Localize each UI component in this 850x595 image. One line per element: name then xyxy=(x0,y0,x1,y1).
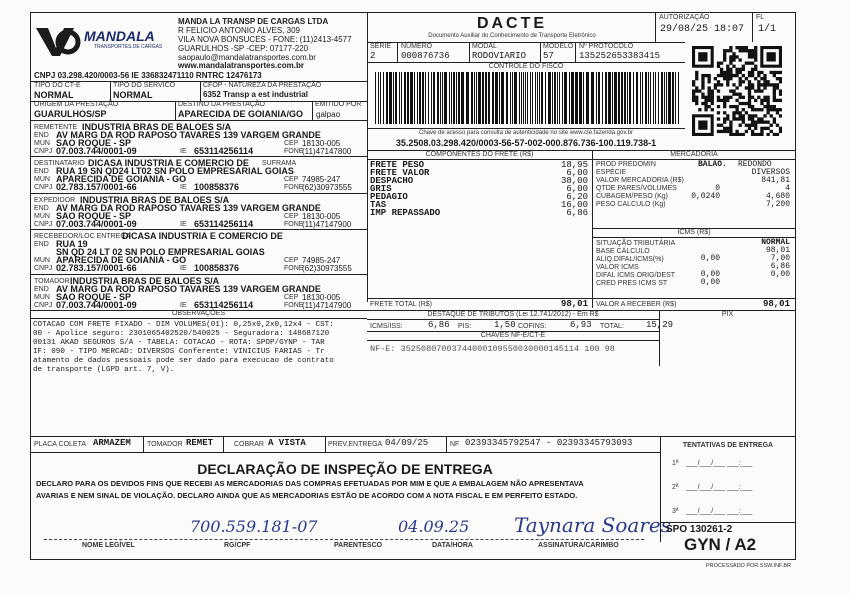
destinatario-end: RUA 19 SN QD24 LT02 SN POLO EMPRESARIAL GOIAS xyxy=(56,166,294,176)
end-label: END xyxy=(34,241,49,248)
remetente-mun: SAO ROQUE - SP xyxy=(56,138,132,148)
observacao-line: IF: 090 - TIPO MERCAD: DIVERSOS Conferente: VINICIUS FARIAS - Tr xyxy=(33,348,325,356)
cobrar-value: A VISTA xyxy=(268,438,306,448)
destinatario-cnpj: 02.783.157/0001-66 xyxy=(56,182,137,192)
tomador-cep: 18130-005 xyxy=(302,293,341,302)
tentativa-1: 1ª xyxy=(672,460,679,467)
expedidor-mun: SAO ROQUE - SP xyxy=(56,211,132,221)
peso-calculo-value: 7,200 xyxy=(765,200,790,209)
mun-label: MUN xyxy=(34,213,50,220)
modal-value: RODOVIARIO xyxy=(472,51,527,61)
componente-value: 16,00 xyxy=(560,200,588,210)
tomador-label: TOMADOR xyxy=(34,278,70,285)
icms-iss-label: ICMS/ISS: xyxy=(370,323,403,330)
prev-entrega-value: 04/09/25 xyxy=(385,438,429,448)
qtde-pares-value: 0 xyxy=(715,184,720,193)
remetente-name: INDUSTRIA BRAS DE BALOES S/A xyxy=(82,122,232,132)
observacoes-label: OBSERVAÇÕES xyxy=(171,310,226,317)
destinatario-cep: 74985-247 xyxy=(302,175,341,184)
barcode xyxy=(375,72,681,124)
emitido-value: galpao xyxy=(316,110,341,119)
tributos-label: DESTAQUE DE TRIBUTOS (Lei 12.741/2012) - Em R$ xyxy=(427,311,599,318)
cnpj-label: CNPJ xyxy=(34,265,53,272)
componentes-label: COMPONENTES DO FRETE (R$) xyxy=(425,151,534,158)
numero-label: NÚMERO xyxy=(401,43,433,50)
destino-value: APARECIDA DE GOIANIA/GO xyxy=(178,109,304,119)
componente-name: PEDAGIO xyxy=(370,192,408,202)
cfop-label: CFOP - NATUREZA DA PRESTAÇÃO xyxy=(203,82,322,89)
situacao-label: SITUAÇÃO TRIBUTÁRIA xyxy=(596,240,676,247)
mun-label: MUN xyxy=(34,140,50,147)
tentativa-3: 3ª xyxy=(672,508,679,515)
origem-label: ORIGEM DA PRESTAÇÃO xyxy=(34,101,119,108)
cnpj-label: CNPJ xyxy=(34,302,53,309)
destinatario-fone: (62)30973555 xyxy=(302,183,352,192)
placa-value: ARMAZEM xyxy=(93,438,131,448)
cep-label: CEP xyxy=(284,176,299,183)
cfop-value: 6352 Transp a est industrial xyxy=(203,90,308,99)
recebedor-cep: 74985-247 xyxy=(302,256,341,265)
especie-value: DIVERSOS xyxy=(751,168,790,177)
cred-value: 0,00 xyxy=(700,278,720,287)
difal-dest-value: 0,00 xyxy=(770,270,790,279)
serie-label: SÉRIE xyxy=(370,43,392,50)
aliq-icms-value: 7,00 xyxy=(770,254,790,263)
peso-value: 4,680 xyxy=(765,192,790,201)
nf-label: NF xyxy=(450,441,460,448)
protocolo-label: Nº PROTOCOLO xyxy=(579,43,634,50)
company-cnpj: CNPJ 03.298.420/0003-56 IE 336832471110 RNTRC 12476173 xyxy=(34,71,262,80)
remetente-fone: (11)47147800 xyxy=(302,147,352,156)
fone-label: FONE xyxy=(284,265,304,272)
company-name: MANDA LA TRANSP DE CARGAS LTDA xyxy=(178,17,329,26)
tipo-cte-value: NORMAL xyxy=(34,90,74,100)
nome-legivel-label: NOME LEGÍVEL xyxy=(82,542,135,549)
observacao-line: COTACAO COM FRETE FIXADO - DIM VOLUMES(01): 0,25x0,2x0,12x4 - CST: xyxy=(33,321,334,329)
gyn-code: GYN / A2 xyxy=(684,535,757,554)
valor-icms-label: VALOR ICMS xyxy=(596,264,639,271)
mun-label: MUN xyxy=(34,257,50,264)
company-email: saopaulo@mandalatransportes.com.br xyxy=(178,53,316,62)
cnpj-label: CNPJ xyxy=(34,184,53,191)
componente-row xyxy=(370,209,588,217)
remetente-block xyxy=(30,120,367,156)
expedidor-name: INDUSTRIA BRAS DE BALOES S/A xyxy=(80,195,230,205)
handwritten-rg: 700.559.181-07 xyxy=(190,517,318,536)
prev-entrega-label: PREV.ENTREGA xyxy=(328,441,383,448)
observacao-line: atamento de dados pessoais pode ser dado para execucao de contrato xyxy=(33,357,334,365)
rg-cpf-label: RG/CPF xyxy=(224,542,251,549)
componente-name: FRETE VALOR xyxy=(370,168,430,178)
origem-value: GUARULHOS/SP xyxy=(34,109,107,119)
cred-label: CRED PRES ICMS ST xyxy=(596,280,668,287)
destinatario-block xyxy=(30,156,367,193)
ie-label: IE xyxy=(180,148,187,155)
company-address-3: GUARULHOS -SP -CEP: 07177-220 xyxy=(178,44,309,53)
fone-label: FONE xyxy=(284,184,304,191)
end-label: END xyxy=(34,168,49,175)
cofins-label: COFINS: xyxy=(518,323,547,330)
chave-label: Chave de acesso para consulta de autenticidade no site www.cte.fazenda.gov.br xyxy=(418,130,634,136)
handwritten-date: 04.09.25 xyxy=(398,517,470,536)
chave-value: 35.2508.03.298.420/0003-56-57-002-000.876.736-100.119.738-1 xyxy=(395,138,657,148)
autorizacao-label: AUTORIZAÇÃO xyxy=(659,14,710,21)
observacao-line: 00 - Apolice seguro: 2301065402520/540025 - Seguradora: 148687120 xyxy=(33,330,330,338)
modal-label: MODAL xyxy=(472,43,497,50)
total-value: 15,29 xyxy=(646,320,674,330)
valor-mercadoria-label: VALOR MERCADORIA (R$) xyxy=(596,177,684,184)
cnpj-label: CNPJ xyxy=(34,148,53,155)
destinatario-label: DESTINATARIO xyxy=(34,160,85,167)
componente-row xyxy=(370,193,588,201)
tipo-cte-label: TIPO DO CT-E xyxy=(34,82,81,89)
componente-value: 18,95 xyxy=(560,160,588,170)
recebedor-ie: 100858376 xyxy=(194,263,240,273)
expedidor-block xyxy=(30,193,367,229)
situacao-value: NORMAL xyxy=(761,238,790,247)
componente-value: 38,00 xyxy=(560,176,588,186)
tentativa-1-blank: ___/___/___ ___:___ xyxy=(686,460,753,467)
spo-code: SPO 130261-2 xyxy=(666,524,733,535)
componente-value: 6,20 xyxy=(566,192,588,202)
tomador-mun: SAO ROQUE - SP xyxy=(56,292,132,302)
remetente-ie: 653114256114 xyxy=(194,146,254,156)
remetente-cnpj: 07.003.744/0001-09 xyxy=(56,146,137,156)
controle-fisco-label: CONTROLE DO FISCO xyxy=(488,63,564,70)
nf-value: 02393345792547 - 02393345793093 xyxy=(465,438,633,448)
expedidor-fone: (11)47147900 xyxy=(302,220,352,229)
protocolo-value: 135252653383415 xyxy=(579,51,661,61)
cep-label: CEP xyxy=(284,257,299,264)
total-label: TOTAL: xyxy=(600,323,624,330)
difal-orig-value: 0,00 xyxy=(700,270,720,279)
ie-label: IE xyxy=(180,302,187,309)
tomador-block xyxy=(30,274,367,310)
tomador-cnpj: 07.003.744/0001-09 xyxy=(56,300,137,310)
recebedor-fone: (62)30973555 xyxy=(302,264,352,273)
frete-total-label: FRETE TOTAL (R$) xyxy=(370,301,432,308)
recebedor-end1: RUA 19 xyxy=(56,239,88,249)
destinatario-ie: 100858376 xyxy=(194,182,240,192)
base-label: BASE CÁLCULO xyxy=(596,248,650,255)
declaracao-line-2: AVARIAS E NEM SINAL DE VIOLAÇÃO. DECLARO AINDA QUE AS MERCADORIAS ESTÃO DE ACORDO COM A NOTA FISCAL E EM PERFEITO ESTADO. xyxy=(36,491,578,500)
expedidor-ie: 653114256114 xyxy=(194,219,254,229)
placa-label: PLACA COLETA xyxy=(34,441,87,448)
autorizacao-value: 29/08/25 18:07 xyxy=(660,24,745,35)
recebedor-cnpj: 02.783.157/0001-66 xyxy=(56,263,137,273)
qr-code xyxy=(692,46,782,136)
end-label: END xyxy=(34,132,49,139)
recebedor-name: DICASA INDUSTRIA E COMERCIO DE xyxy=(122,231,283,241)
cep-label: CEP xyxy=(284,140,299,147)
tomador-name: INDUSTRIA BRAS DE BALOES S/A xyxy=(70,276,220,286)
ie-label: IE xyxy=(180,221,187,228)
valor-icms-value: 6,86 xyxy=(770,262,790,271)
qtde-volumes-value: 4 xyxy=(785,184,790,193)
fl-label: FL xyxy=(756,14,765,21)
aliq-label: ALIQ.DIFAL/ICMS(%) xyxy=(596,256,664,263)
destinatario-mun: APARECIDA DE GOIANIA - GO xyxy=(56,174,187,184)
prod-label: PROD PREDOMIN xyxy=(596,161,656,168)
cubagem-value: 0,0240 xyxy=(691,192,720,201)
company-address-1: R FELICIO ANTONIO ALVES, 309 xyxy=(178,26,300,35)
mun-label: MUN xyxy=(34,294,50,301)
ie-label: IE xyxy=(180,265,187,272)
remetente-cep: 18130-005 xyxy=(302,139,341,148)
componente-row xyxy=(370,177,588,185)
recebedor-block xyxy=(30,229,367,274)
expedidor-label: EXPEDIDOR xyxy=(34,197,76,204)
expedidor-end: AV MARG DA ROD RAPOSO TAVARES 139 VARGEM GRANDE xyxy=(56,203,321,213)
fone-label: FONE xyxy=(284,148,304,155)
pis-label: PIS: xyxy=(458,323,472,330)
expedidor-cnpj: 07.003.744/0001-09 xyxy=(56,219,137,229)
tipo-servico-value: NORMAL xyxy=(113,90,153,100)
valor-receber-value: 98,01 xyxy=(762,299,790,309)
dacte-title: DACTE xyxy=(476,15,548,32)
end-label: END xyxy=(34,205,49,212)
componente-value: 6,00 xyxy=(566,168,588,178)
prod-value-2: REDONDO xyxy=(738,160,772,169)
mercadoria-label: MERCADORIA xyxy=(670,151,718,158)
data-hora-label: DATA/HORA xyxy=(432,542,473,549)
tipo-servico-label: TIPO DO SERVICO xyxy=(113,82,176,89)
numero-value: 000876736 xyxy=(401,51,450,61)
suframa-label: SUFRAMA xyxy=(262,160,297,167)
pis-value: 1,50 xyxy=(494,320,516,330)
icms-label: ICMS (R$) xyxy=(677,229,711,236)
tentativas-label: TENTATIVAS DE ENTREGA xyxy=(682,442,774,449)
parentesco-label: PARENTESCO xyxy=(334,542,383,549)
componente-value: 6,86 xyxy=(566,208,588,218)
mun-label: MUN xyxy=(34,176,50,183)
signature: Taynara Soares xyxy=(514,513,671,537)
observacao-line: de transporte (LGPD art. 7, V). xyxy=(33,366,175,374)
fone-label: FONE xyxy=(284,302,304,309)
logo-text: MANDALA xyxy=(84,28,155,44)
observacao-line: 00131 AKAD SEGUROS S/A - TABELA: COTACAO - ROTA: SPOP/GYNP - TAR xyxy=(33,339,325,347)
remetente-end: AV MARG DA ROD RAPOSO TAVARES 139 VARGEM GRANDE xyxy=(56,130,321,140)
cobrar-label: COBRAR xyxy=(234,441,264,448)
especie-label: ESPÉCIE xyxy=(596,169,627,176)
base-value: 98,01 xyxy=(765,246,790,255)
componente-name: TAS xyxy=(370,200,387,210)
remetente-label: REMETENTE xyxy=(34,124,78,131)
componente-name: DESPACHO xyxy=(370,176,414,186)
pix-label: PIX xyxy=(721,311,734,318)
componente-name: FRETE PESO xyxy=(370,160,425,170)
coleta-tomador-label: TOMADOR xyxy=(147,441,183,448)
cubagem-label: CUBAGEM/PESO (Kg) xyxy=(596,193,668,200)
tomador-ie: 653114256114 xyxy=(194,300,254,310)
modelo-value: 57 xyxy=(543,51,554,61)
peso-calculo-label: PESO CALCULO (Kg) xyxy=(596,201,666,208)
fone-label: FONE xyxy=(284,221,304,228)
serie-value: 2 xyxy=(370,51,376,61)
cnpj-label: CNPJ xyxy=(34,221,53,228)
difal-label: DIFAL ICMS ORIG/DEST xyxy=(596,272,676,279)
icms-iss-value: 6,86 xyxy=(428,320,450,330)
frete-total-value: 98,01 xyxy=(560,299,588,309)
destinatario-name: DICASA INDUSTRIA E COMERCIO DE xyxy=(88,158,249,168)
tentativa-3-blank: ___/___/___ ___:___ xyxy=(686,508,753,515)
prod-value: BALAO. xyxy=(698,160,727,169)
processado-label: PROCESSADO POR SSW.INF.BR xyxy=(706,563,791,569)
recebedor-mun: APARECIDA DE GOIANIA - GO xyxy=(56,255,187,265)
tentativa-2: 2ª xyxy=(672,484,679,491)
logo-subtext: TRANSPORTES DE CARGAS xyxy=(94,44,163,50)
assinatura-label: ASSINATURA/CARIMBO xyxy=(538,542,619,549)
declaracao-line-1: DECLARO PARA OS DEVIDOS FINS QUE RECEBI AS MERCADORIAS DAS COMPRAS EFETUADAS POR MIM E QUE A EMBALAGEM NÃO APRESENTAVA xyxy=(36,479,584,488)
modelo-label: MODELO xyxy=(543,43,574,50)
chaves-label: CHAVES NF-E/CT-E xyxy=(480,332,546,339)
componente-value: 6,00 xyxy=(566,184,588,194)
dacte-subtitle: Documento Auxiliar do Conhecimento de Transporte Eletrônico xyxy=(428,33,596,39)
valor-receber-label: VALOR A RECEBER (R$) xyxy=(596,301,677,308)
end-label: END xyxy=(34,286,49,293)
valor-mercadoria-value: 841,81 xyxy=(761,176,790,185)
tomador-fone: (11)47147900 xyxy=(302,301,352,310)
aliq-difal-value: 0,00 xyxy=(700,254,720,263)
tentativa-2-blank: ___/___/___ ___:___ xyxy=(686,484,753,491)
qtde-label: QTDE PARES/VOLUMES xyxy=(596,185,677,192)
recebedor-label: RECEBEDOR/LOC ENTREGA xyxy=(34,233,131,240)
componente-name: IMP REPASSADO xyxy=(370,208,441,218)
chaves-value: NF-E: 35250807003744000109550030000145114 100 98 xyxy=(370,344,615,354)
expedidor-cep: 18130-005 xyxy=(302,212,341,221)
fl-value: 1/1 xyxy=(758,24,777,35)
cep-label: CEP xyxy=(284,213,299,220)
coleta-tomador-value: REMET xyxy=(186,438,214,448)
cofins-value: 6,93 xyxy=(570,320,592,330)
emitido-label: EMITIDO POR xyxy=(315,101,362,108)
cep-label: CEP xyxy=(284,294,299,301)
destino-label: DESTINO DA PRESTAÇÃO xyxy=(178,101,265,108)
recebedor-end2: SN QD 24 LT 02 SN POLO EMPRESARIAL GOIAS xyxy=(56,247,265,257)
company-website: www.mandalatransportes.com.br xyxy=(178,61,304,70)
componente-name: GRIS xyxy=(370,184,392,194)
company-address-2: VILA NOVA BONSUCES - FONE: (11)2413-4577 xyxy=(178,35,352,44)
ie-label: IE xyxy=(180,184,187,191)
tomador-end: AV MARG DA ROD RAPOSO TAVARES 139 VARGEM GRANDE xyxy=(56,284,321,294)
declaracao-title: DECLARAÇÃO DE INSPEÇÃO DE ENTREGA xyxy=(197,461,493,477)
company-logo xyxy=(34,22,176,58)
